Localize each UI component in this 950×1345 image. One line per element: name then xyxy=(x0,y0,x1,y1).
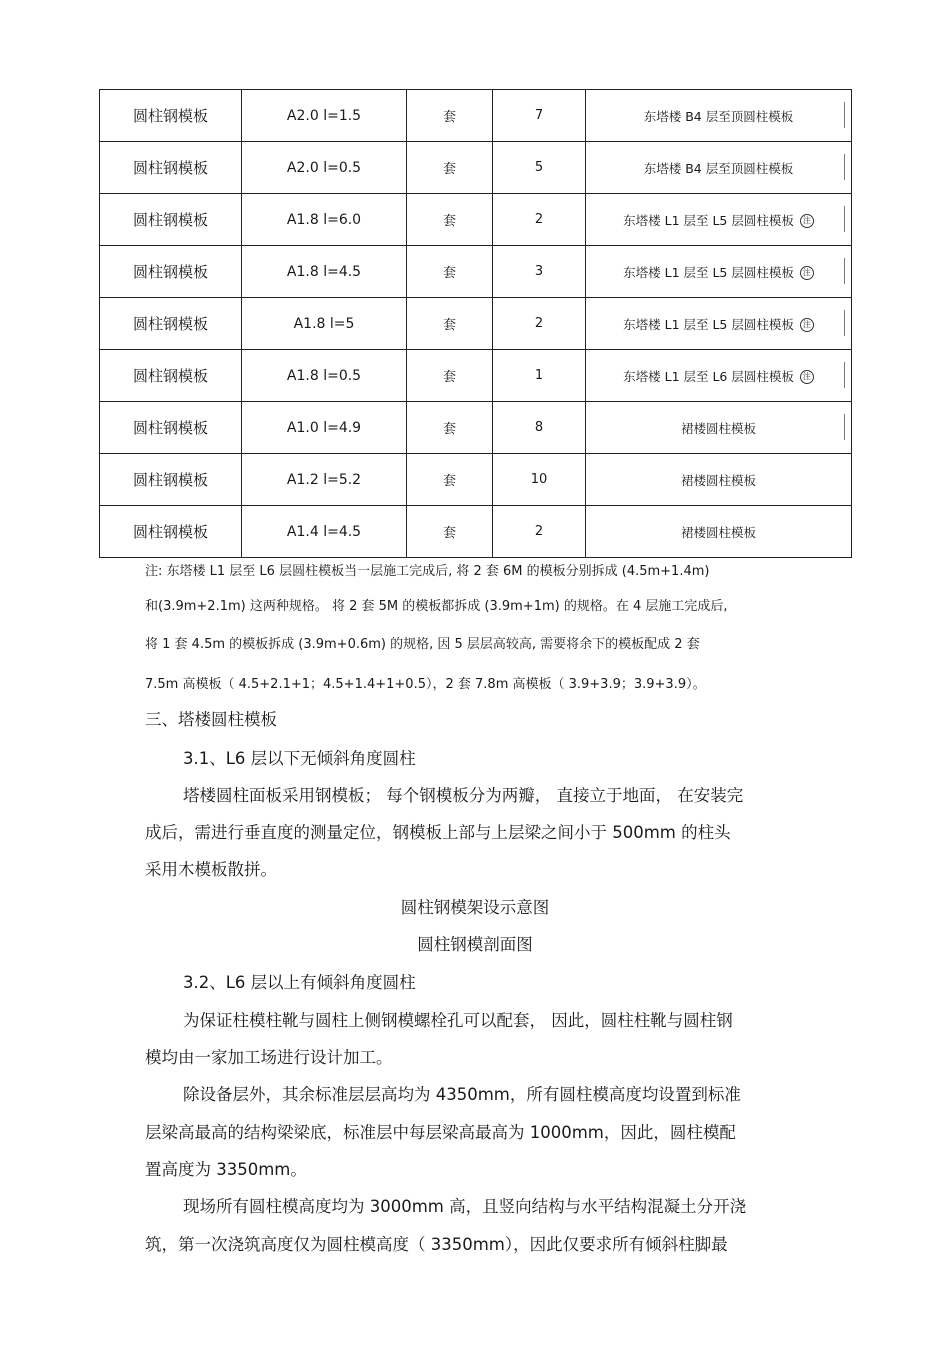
cell-spec xyxy=(242,350,407,402)
margin-tick xyxy=(844,206,845,232)
subsection-3-2: 3.2、L6 层以上有倾斜角度圆柱 xyxy=(183,973,416,992)
paragraph-1-line-2: 成后，需进行垂直度的测量定位，钢模板上部与上层梁之间小于 500mm 的柱头 xyxy=(145,823,731,842)
cell-unit-text: 套 xyxy=(442,422,456,437)
cell-unit xyxy=(407,142,493,194)
cell-name-text: 圆柱钢模板 xyxy=(132,263,208,281)
note-mark-icon: 注 xyxy=(800,266,814,280)
cell-quantity-text: 3 xyxy=(534,264,544,279)
cell-remark-text: 东塔楼 L1 层至 L6 层圆柱模板 xyxy=(623,368,794,384)
cell-spec-text: A1.2 l=5.2 xyxy=(286,471,362,488)
cell-unit-text: 套 xyxy=(442,266,456,281)
cell-unit-text: 套 xyxy=(442,370,456,385)
cell-quantity xyxy=(493,454,586,506)
table-row xyxy=(100,298,852,350)
formwork-table xyxy=(99,89,852,558)
cell-unit-text: 套 xyxy=(442,214,456,229)
note-line-2: 和(3.9m+2.1m) 这两种规格。 将 2 套 5M 的模板都拆成 (3.9m+1m) 的规格。在 4 层施工完成后, xyxy=(145,599,728,614)
cell-quantity xyxy=(493,246,586,298)
cell-quantity-text: 2 xyxy=(534,524,544,539)
cell-spec-text: A1.8 l=0.5 xyxy=(286,367,362,384)
cell-quantity-text: 8 xyxy=(534,420,544,435)
cell-spec xyxy=(242,454,407,506)
cell-name xyxy=(100,350,242,402)
cell-name-text: 圆柱钢模板 xyxy=(132,523,208,541)
figure-caption-2: 圆柱钢模剖面图 xyxy=(417,935,533,954)
formwork-table-body xyxy=(100,90,852,558)
cell-unit xyxy=(407,402,493,454)
table-row xyxy=(100,454,852,506)
cell-unit xyxy=(407,298,493,350)
margin-tick xyxy=(844,310,845,336)
cell-name xyxy=(100,194,242,246)
cell-remark-text: 东塔楼 L1 层至 L5 层圆柱模板 xyxy=(623,212,794,228)
paragraph-4-line-2: 筑，第一次浇筑高度仅为圆柱模高度（ 3350mm），因此仅要求所有倾斜柱脚最 xyxy=(145,1235,728,1254)
cell-unit xyxy=(407,506,493,558)
cell-spec xyxy=(242,90,407,142)
cell-remark-text: 裙楼圆柱模板 xyxy=(680,420,756,436)
cell-name xyxy=(100,506,242,558)
cell-remark-text: 东塔楼 L1 层至 L5 层圆柱模板 xyxy=(623,264,794,280)
margin-tick xyxy=(844,102,845,128)
paragraph-1-line-1: 塔楼圆柱面板采用钢模板； 每个钢模板分为两瓣， 直接立于地面， 在安装完 xyxy=(183,786,744,805)
note-line-4: 7.5m 高模板（ 4.5+2.1+1；4.5+1.4+1+0.5），2 套 7.8m 高模板（ 3.9+3.9；3.9+3.9）。 xyxy=(145,677,706,692)
section-heading: 三、塔楼圆柱模板 xyxy=(145,710,277,729)
cell-name-text: 圆柱钢模板 xyxy=(132,367,208,385)
cell-spec xyxy=(242,506,407,558)
note-line-3: 将 1 套 4.5m 的模板拆成 (3.9m+0.6m) 的规格, 因 5 层层高较高, 需要将余下的模板配成 2 套 xyxy=(145,637,700,652)
cell-remark xyxy=(586,194,852,246)
cell-remark xyxy=(586,298,852,350)
cell-remark-text: 裙楼圆柱模板 xyxy=(680,524,756,540)
paragraph-2-line-2: 模均由一家加工场进行设计加工。 xyxy=(145,1048,393,1067)
cell-quantity-text: 7 xyxy=(534,108,544,123)
cell-remark xyxy=(586,454,852,506)
table-row xyxy=(100,142,852,194)
cell-unit-text: 套 xyxy=(442,526,456,541)
cell-spec xyxy=(242,402,407,454)
cell-unit-text: 套 xyxy=(442,474,456,489)
table-row xyxy=(100,506,852,558)
cell-remark xyxy=(586,90,852,142)
cell-quantity xyxy=(493,402,586,454)
cell-spec-text: A2.0 l=1.5 xyxy=(286,107,362,124)
cell-unit-text: 套 xyxy=(442,110,456,125)
paragraph-4-line-1: 现场所有圆柱模高度均为 3000mm 高，且竖向结构与水平结构混凝土分开浇 xyxy=(183,1197,747,1216)
paragraph-2-line-1: 为保证柱模柱靴与圆柱上侧钢模螺栓孔可以配套， 因此，圆柱柱靴与圆柱钢 xyxy=(183,1011,733,1030)
cell-name xyxy=(100,402,242,454)
cell-remark xyxy=(586,402,852,454)
cell-remark-text: 东塔楼 B4 层至顶圆柱模板 xyxy=(643,160,794,176)
table-row xyxy=(100,246,852,298)
cell-unit-text: 套 xyxy=(442,162,456,177)
margin-tick xyxy=(844,414,845,440)
cell-remark xyxy=(586,246,852,298)
cell-quantity xyxy=(493,194,586,246)
cell-name-text: 圆柱钢模板 xyxy=(132,211,208,229)
margin-tick xyxy=(844,362,845,388)
paragraph-1-line-3: 采用木模板散拼。 xyxy=(145,860,277,879)
cell-spec xyxy=(242,194,407,246)
cell-spec-text: A1.8 l=5 xyxy=(293,315,355,332)
cell-quantity-text: 5 xyxy=(534,160,544,175)
table-row xyxy=(100,350,852,402)
cell-quantity xyxy=(493,350,586,402)
note-line-1: 注: 东塔楼 L1 层至 L6 层圆柱模板当一层施工完成后, 将 2 套 6M 的模板分别拆成 (4.5m+1.4m) xyxy=(145,564,710,579)
cell-quantity xyxy=(493,142,586,194)
cell-remark-text: 裙楼圆柱模板 xyxy=(680,472,756,488)
cell-name xyxy=(100,298,242,350)
margin-tick xyxy=(844,258,845,284)
cell-quantity-text: 2 xyxy=(534,212,544,227)
figure-caption-1: 圆柱钢模架设示意图 xyxy=(400,898,550,917)
note-mark-icon: 注 xyxy=(800,370,814,384)
cell-unit xyxy=(407,350,493,402)
cell-name xyxy=(100,142,242,194)
cell-spec-text: A1.4 l=4.5 xyxy=(286,523,362,540)
cell-unit xyxy=(407,246,493,298)
table-row xyxy=(100,402,852,454)
cell-quantity-text: 1 xyxy=(534,368,544,383)
cell-spec-text: A1.8 l=4.5 xyxy=(286,263,362,280)
cell-spec-text: A1.8 l=6.0 xyxy=(286,211,362,228)
cell-name-text: 圆柱钢模板 xyxy=(132,419,208,437)
paragraph-3-line-2: 层梁高最高的结构梁梁底，标准层中每层梁高最高为 1000mm，因此，圆柱模配 xyxy=(145,1123,736,1142)
cell-unit xyxy=(407,90,493,142)
paragraph-3-line-3: 置高度为 3350mm。 xyxy=(145,1160,307,1179)
cell-name xyxy=(100,454,242,506)
cell-quantity xyxy=(493,90,586,142)
table-row xyxy=(100,90,852,142)
cell-name-text: 圆柱钢模板 xyxy=(132,107,208,125)
cell-remark-text: 东塔楼 L1 层至 L5 层圆柱模板 xyxy=(623,316,794,332)
table-row xyxy=(100,194,852,246)
note-mark-icon: 注 xyxy=(800,318,814,332)
cell-spec-text: A2.0 l=0.5 xyxy=(286,159,362,176)
subsection-3-1: 3.1、L6 层以下无倾斜角度圆柱 xyxy=(183,749,416,768)
cell-spec xyxy=(242,142,407,194)
cell-name xyxy=(100,246,242,298)
cell-name-text: 圆柱钢模板 xyxy=(132,159,208,177)
cell-spec-text: A1.0 l=4.9 xyxy=(286,419,362,436)
cell-spec xyxy=(242,246,407,298)
cell-name-text: 圆柱钢模板 xyxy=(132,471,208,489)
cell-quantity-text: 2 xyxy=(534,316,544,331)
cell-unit-text: 套 xyxy=(442,318,456,333)
cell-remark-text: 东塔楼 B4 层至顶圆柱模板 xyxy=(643,108,794,124)
paragraph-3-line-1: 除设备层外，其余标准层层高均为 4350mm，所有圆柱模高度均设置到标准 xyxy=(183,1085,741,1104)
cell-remark xyxy=(586,350,852,402)
cell-quantity xyxy=(493,506,586,558)
cell-name-text: 圆柱钢模板 xyxy=(132,315,208,333)
cell-name xyxy=(100,90,242,142)
cell-quantity-text: 10 xyxy=(530,472,548,487)
margin-tick xyxy=(844,154,845,180)
cell-remark xyxy=(586,506,852,558)
cell-remark xyxy=(586,142,852,194)
note-mark-icon: 注 xyxy=(800,214,814,228)
cell-unit xyxy=(407,454,493,506)
cell-spec xyxy=(242,298,407,350)
cell-unit xyxy=(407,194,493,246)
cell-quantity xyxy=(493,298,586,350)
